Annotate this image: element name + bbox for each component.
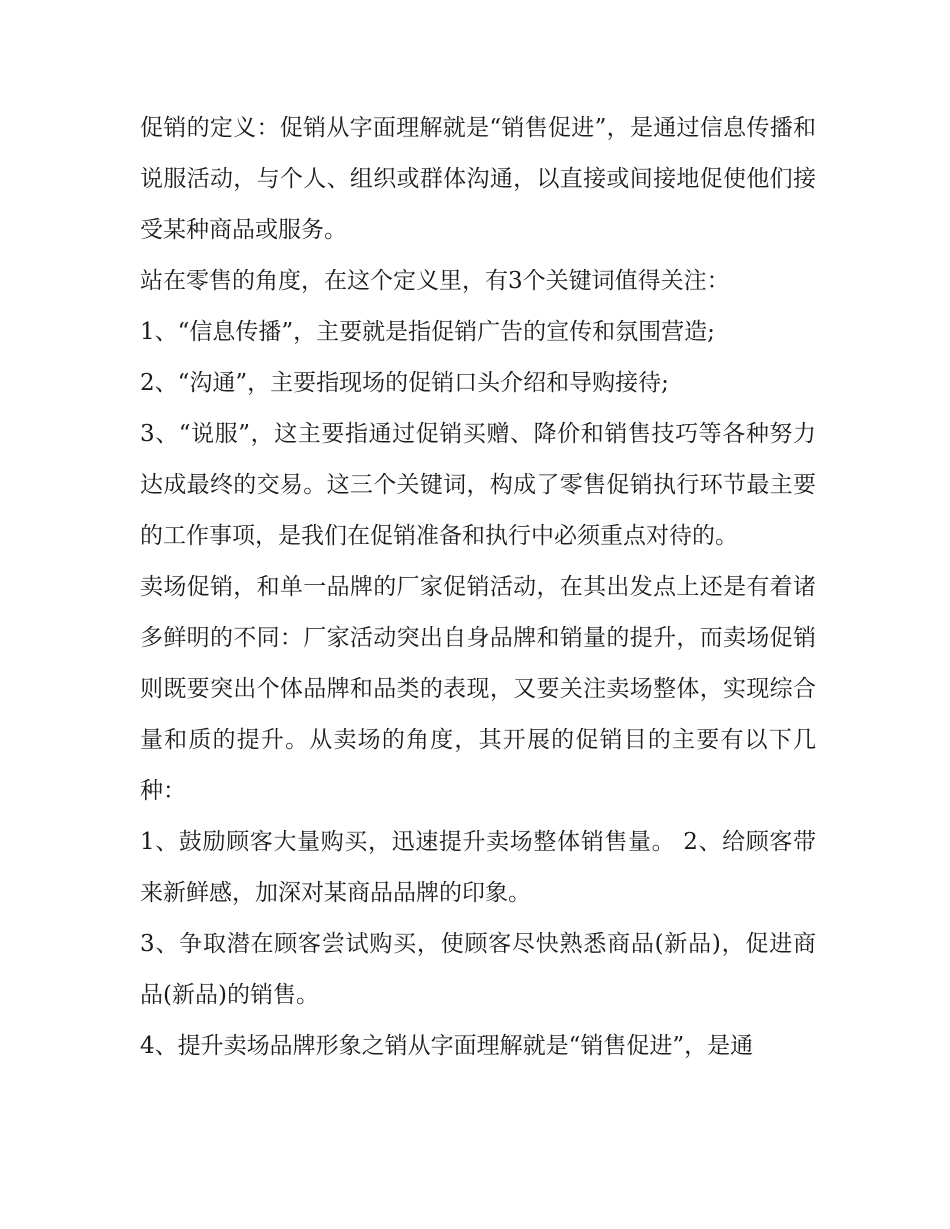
paragraph-retail-angle: 站在零售的角度，在这个定义里，有3个关键词值得关注： <box>140 268 730 294</box>
paragraph-goal-4: 4、提升卖场品牌形象之销从字面理解就是“销售促进”，是通 <box>140 1033 754 1059</box>
document-body <box>140 103 816 1072</box>
paragraph-store-promotion: 卖场促销，和单一品牌的厂家促销活动，在其出发点上还是有着诸多鲜明的不同：厂家活动突出自身品牌和销量的提升，而卖场促销则既要突出个体品牌和品类的表现，又要关注卖场整体，实现综合量和质的提升。从卖场的角度，其开展的促销目的主要有以下几种： <box>140 574 816 804</box>
paragraph-keyword-3: 3、“说服”，这主要指通过促销买赠、降价和销售技巧等各种努力达成最终的交易。这三个关键词，构成了零售促销执行环节最主要的工作事项，是我们在促销准备和执行中必须重点对待的。 <box>140 421 816 549</box>
paragraph-definition: 促销的定义：促销从字面理解就是“销售促进”，是通过信息传播和说服活动，与个人、组织或群体沟通，以直接或间接地促使他们接受某种商品或服务。 <box>140 115 816 243</box>
paragraph-keyword-1: 1、“信息传播”，主要就是指促销广告的宣传和氛围营造; <box>140 319 715 345</box>
paragraph-goal-3: 3、争取潜在顾客尝试购买，使顾客尽快熟悉商品(新品)，促进商品(新品)的销售。 <box>140 931 816 1008</box>
paragraph-goal-1-2: 1、鼓励顾客大量购买，迅速提升卖场整体销售量。 2、给顾客带来新鲜感，加深对某商品品牌的印象。 <box>140 829 816 906</box>
paragraph-keyword-2: 2、“沟通”，主要指现场的促销口头介绍和导购接待; <box>140 370 669 396</box>
